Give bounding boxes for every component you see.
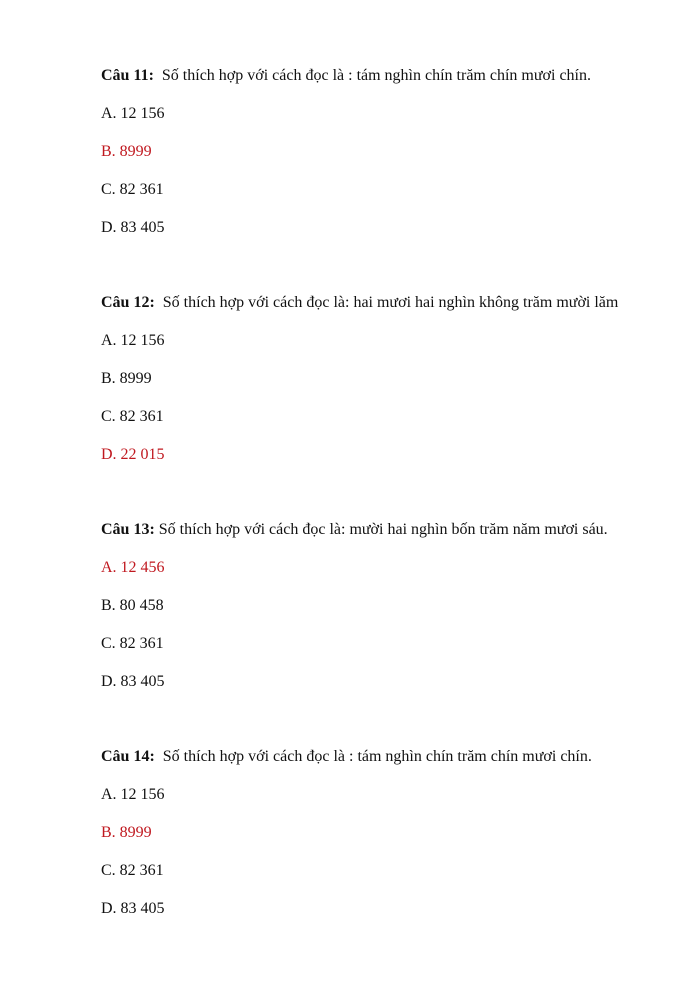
question-number: Câu 13:: [101, 521, 155, 538]
question-text: Số thích hợp với cách đọc là : tám nghìn chín trăm chín mươi chín.: [161, 67, 591, 84]
option-a: A. 12 156: [101, 105, 165, 122]
question-stem: [101, 520, 681, 540]
question-stem: [101, 66, 681, 86]
option-d: D. 83 405: [101, 219, 165, 236]
option-d: D. 83 405: [101, 673, 165, 690]
question-number: Câu 12:: [101, 294, 155, 311]
option-c: C. 82 361: [101, 635, 164, 652]
question-stem: [101, 293, 681, 313]
option-c: C. 82 361: [101, 181, 164, 198]
question-11: [101, 66, 681, 256]
option-d: D. 83 405: [101, 900, 165, 917]
option-c: C. 82 361: [101, 862, 164, 879]
question-13: [101, 520, 681, 710]
option-a: A. 12 156: [101, 332, 165, 349]
question-text: Số thích hợp với cách đọc là : tám nghìn chín trăm chín mươi chín.: [162, 748, 592, 765]
option-b-correct: B. 8999: [101, 824, 152, 841]
option-c: C. 82 361: [101, 408, 164, 425]
option-d-correct: D. 22 015: [101, 446, 165, 463]
option-a: A. 12 156: [101, 786, 165, 803]
question-number: Câu 14:: [101, 748, 155, 765]
question-stem: [101, 747, 681, 767]
question-text: Số thích hợp với cách đọc là: mười hai nghìn bốn trăm năm mươi sáu.: [158, 521, 608, 538]
question-text: Số thích hợp với cách đọc là: hai mươi hai nghìn không trăm mười lăm: [162, 294, 619, 311]
question-number: Câu 11:: [101, 67, 154, 84]
option-b: B. 8999: [101, 370, 152, 387]
option-b-correct: B. 8999: [101, 143, 152, 160]
option-a-correct: A. 12 456: [101, 559, 165, 576]
question-12: [101, 293, 681, 483]
option-b: B. 80 458: [101, 597, 164, 614]
question-14: [101, 747, 681, 937]
